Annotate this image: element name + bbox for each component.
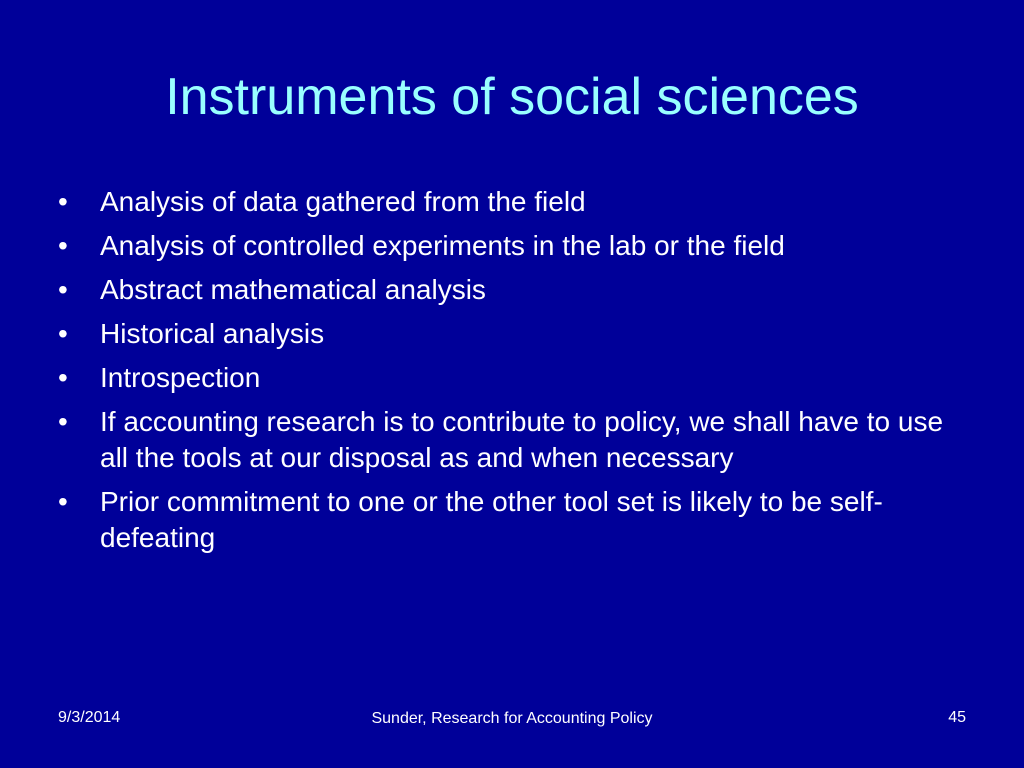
footer-date: 9/3/2014 xyxy=(58,709,121,726)
bullet-text: Prior commitment to one or the other tool set is likely to be self-defeating xyxy=(100,486,883,553)
bullet-icon: • xyxy=(58,318,68,349)
bullet-list xyxy=(58,184,958,564)
bullet-icon: • xyxy=(58,486,68,517)
bullet-text: Abstract mathematical analysis xyxy=(100,274,486,305)
list-item xyxy=(58,316,958,352)
list-item xyxy=(58,184,958,220)
bullet-text: Introspection xyxy=(100,362,261,393)
page-number: 45 xyxy=(948,709,966,726)
bullet-text: If accounting research is to contribute to policy, we shall have to use all the tools at our disposal as and when necessary xyxy=(100,406,944,473)
list-item xyxy=(58,272,958,308)
list-item xyxy=(58,404,958,476)
bullet-text: Analysis of controlled experiments in the lab or the field xyxy=(100,230,785,261)
bullet-text: Analysis of data gathered from the field xyxy=(100,186,586,217)
bullet-icon: • xyxy=(58,274,68,305)
bullet-icon: • xyxy=(58,230,68,261)
bullet-icon: • xyxy=(58,186,68,217)
bullet-icon: • xyxy=(58,406,68,437)
footer-title: Sunder, Research for Accounting Policy xyxy=(371,710,653,727)
list-item xyxy=(58,228,958,264)
bullet-text: Historical analysis xyxy=(100,318,325,349)
list-item xyxy=(58,484,958,556)
list-item xyxy=(58,360,958,396)
slide-title: Instruments of social sciences xyxy=(165,68,859,126)
bullet-icon: • xyxy=(58,362,68,393)
